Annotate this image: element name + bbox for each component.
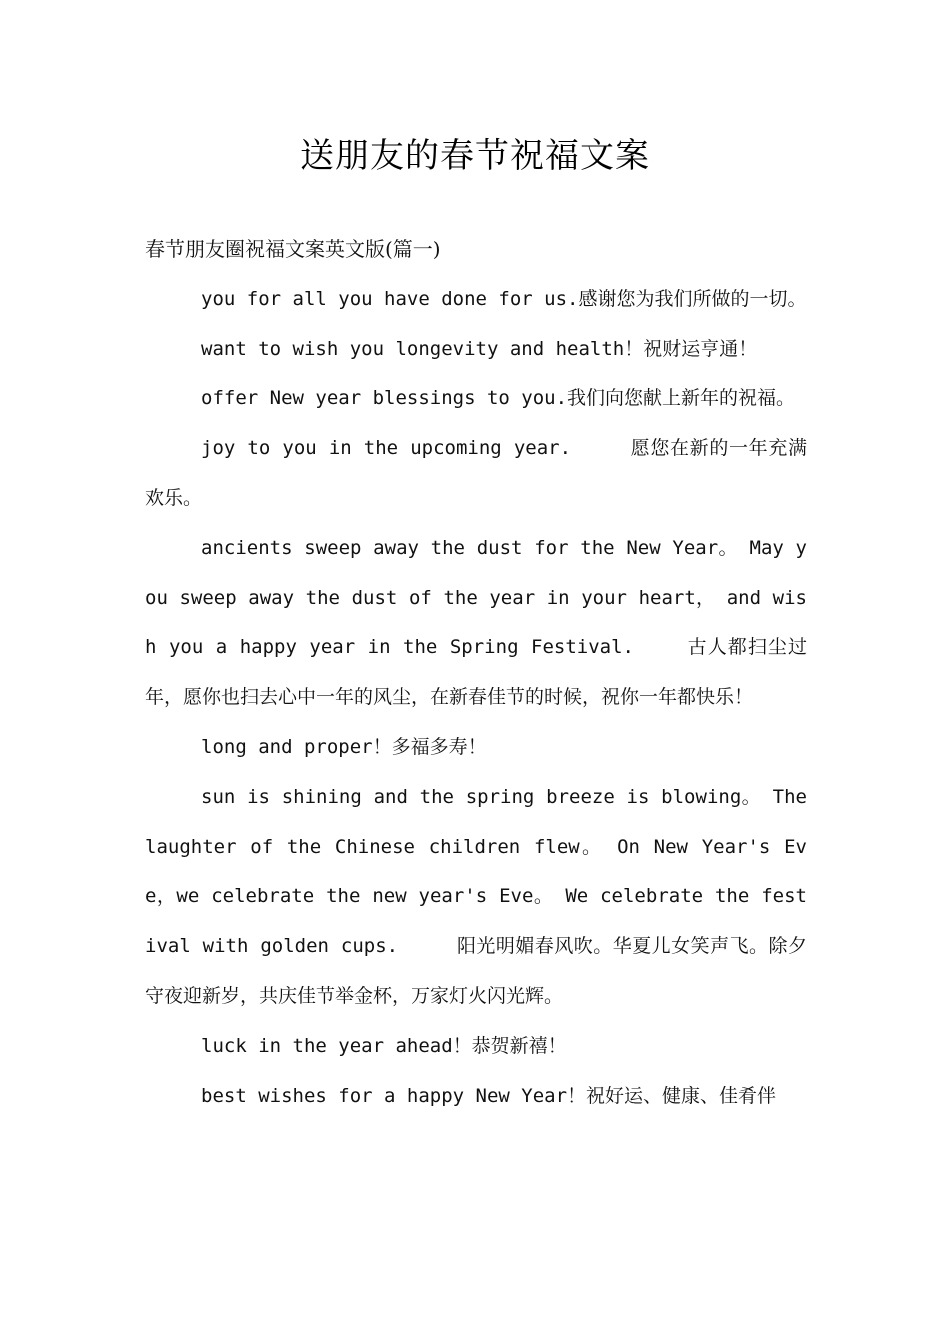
paragraph: best wishes for a happy New Year！祝好运、健康、佳肴伴 [201,1084,777,1107]
paragraph: sun is shining and the spring breeze is blowing。 The laughter of the Chinese children flew。 On New Year's Eve，we celebrate the new year's Eve。 We celebrate the festival with golden cups. 阳光明媚春风吹。华夏儿女笑声飞。除夕守夜迎新岁，共庆佳节举金杯，万家灯火闪光辉。 [145,785,807,1007]
paragraph: luck in the year ahead！恭贺新禧！ [201,1034,567,1057]
paragraph: long and proper！多福多寿！ [201,735,487,758]
document-title: 送朋友的春节祝福文案 [300,136,650,176]
paragraph: joy to you in the upcoming year. 愿您在新的一年充满欢乐。 [145,437,807,509]
paragraph: you for all you have done for us.感谢您为我们所做的一切。 [201,287,807,310]
paragraph: offer New year blessings to you.我们向您献上新年的祝福。 [201,387,796,410]
document-body [145,225,807,1121]
section-heading: 春节朋友圈祝福文案英文版(篇一) [145,237,441,261]
paragraph: want to wish you longevity and health！祝财运亨通！ [201,337,758,360]
paragraph: ancients sweep away the dust for the New Year。 May you sweep away the dust of the year in your heart， and wish you a happy year in the Spring Festival. 古人都扫尘过年，愿你也扫去心中一年的风尘，在新春佳节的时候，祝你一年都快乐！ [145,536,807,709]
